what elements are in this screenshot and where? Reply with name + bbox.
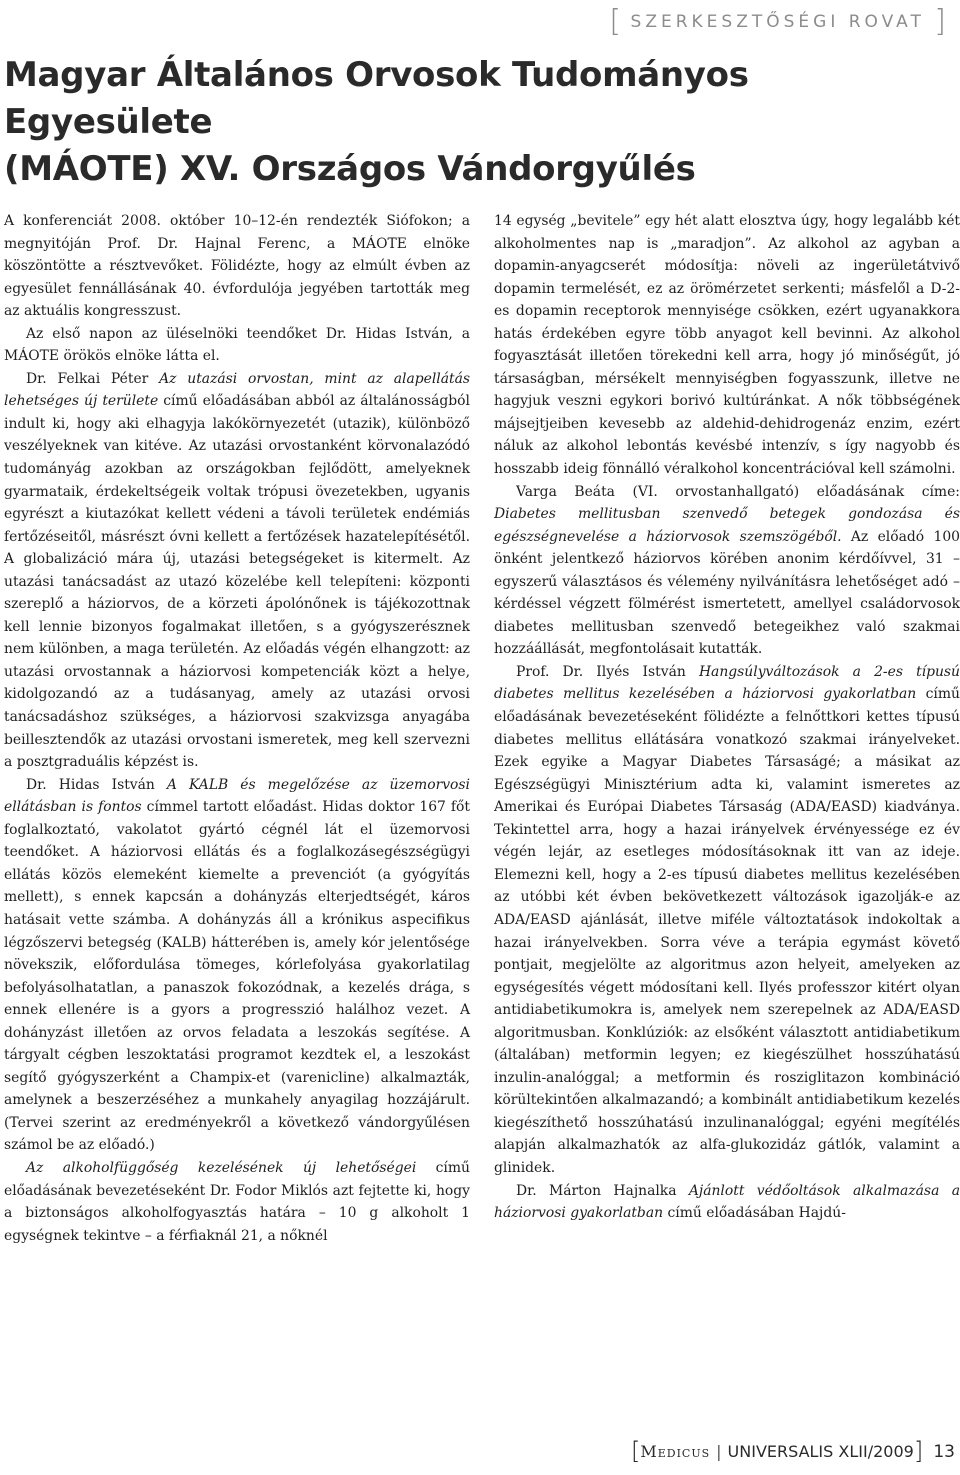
- paragraph-text: Dr. Márton Hajnalka: [516, 1182, 689, 1199]
- paragraph-text: című előadásában Hajdú-: [663, 1205, 846, 1222]
- paragraph-text: A konferenciát 2008. október 10–12-én rendezték Siófokon; a megnyitóján Prof. Dr. Hajnal Ferenc, a MÁOTE elnöke köszöntötte a résztvevőket. Fölidézte, hogy az elmúlt évben az egyesület fennállásának 40. évfordulója jegyében tartották meg az aktuális kongresszust.: [4, 213, 470, 320]
- lecture-title: Diabetes mellitusban szenvedő betegek gondozása és egészségnevelése a háziorvosok szemszögéből.: [494, 506, 960, 545]
- paragraph: [494, 481, 960, 661]
- paragraph: [4, 774, 470, 1157]
- left-column: [4, 210, 470, 1247]
- page-number: 13: [933, 1442, 955, 1462]
- paragraph-text: Az előadó 100 önként jelentkező háziorvos körében anonim kérdőívvel, 31 – egyszerű választásos és vélemény nyilvánításra lehetőséget adó – kérdéssel végzett fölmérést ismertetett, amellyel családorvosok diabetes mellitusban szenvedő betegeikhez való szakmai hozzáállását, megfontolásait kutatták.: [494, 528, 960, 658]
- paragraph-text: 14 egység „bevitele” egy hét alatt elosztva úgy, hogy legalább két alkoholmentes nap is „maradjon”. Az alkohol az agyban a dopamin-anyagcserét módosítja: növeli az ingerületátvivő dopamin termelését, ez az örömérzetet serkenti; másfelől a D-2-es dopamin receptorok mennyisége csökken, ezért ugyanakkora hatás érdekében egyre több anyagot kell bevinni. Az alkohol fogyasztását illetően törekedni kell arra, hogy jó minőségűt, jó társaságban, mérsékelt mennyiségben fogyasszunk, illetve ne hagyjuk veszni egykori borivó kultúránkat. A nők többségének májsejtjeiben kevesebb az aldehid-dehidrogenáz enzim, ezért náluk az alkohol lebontás kevésbé intenzív, s így nagyobb és hosszabb ideig fönnálló véralkohol koncentrációval kell számolni.: [494, 213, 960, 478]
- paragraph-text: című előadásának bevezetéseként fölidézte a felnőttkori kettes típusú diabetes mellitus ellátására vonatkozó szakmai irányelveket. Ezek egyike a Magyar Diabetes Társaságé; a másikat az Egészségügyi Minisztérium adta ki, valamint ismeretes az Amerikai és Európai Diabetes Társaság (ADA/EASD) kiadványa. Tekintettel arra, hogy a hazai irányelvek érvényessége ez év végén lejár, az esetleges módosításoknak itt van az ideje. Elemezni kell, hogy a 2-es típusú diabetes mellitus kezelésében az utóbbi két évben bekövetkezett változások igazolják-e az ADA/EASD ajánlását, illetve miféle változtatások indokoltak a hazai irányelvekben. Sorra véve a terápia egymást követő pontjait, megjelölte az algoritmus azon helyeit, amelyeken az egységesítés végett módosítani kell. Ilyés professzor kitért olyan antidiabetikumokra is, amelyek nem szerepelnek az ADA/EASD algoritmusban. Konklúziók: az elsőként választott antidiabetikum (általában) metformin legyen; ez kiegészülhet hosszúhatású inzulin-analóggal; a metformin és rosziglitazon kombináció körültekintően alkalmazandó; a kombinált antidiabetikum kezelés kiegészíthető hosszúhatású inzulinanalóggal; egyéni megítélés alapján alkalmazhatók az alfa-glukozidáz gátlók, valamint a glinidek.: [494, 686, 960, 1176]
- lecture-title: Ajánlott védőoltások alkalmazása a háziorvosi gyakorlatban: [494, 1182, 960, 1222]
- lecture-title: Az utazási orvostan, mint az alapellátás lehetséges új területe: [4, 370, 471, 410]
- paragraph-text: című előadásának bevezetéseként Dr. Fodor Miklós azt fejtette ki, hogy a biztonságos alkoholfogyasztás határa – 10 g alkoholt 1 egységnek tekintve – a férfiaknál 21, a nőknél: [4, 1159, 470, 1244]
- lecture-title: Az alkoholfüggőség kezelésének új lehetőségei: [26, 1159, 417, 1176]
- paragraph: [494, 210, 960, 481]
- lecture-title: Hangsúlyváltozások a 2-es típusú diabetes mellitus kezelésében a háziorvosi gyakorlatban: [494, 663, 960, 703]
- lecture-title: A KALB és megelőzése az üzemorvosi ellátásban is fontos: [4, 776, 470, 816]
- paragraph-text: címmel tartott előadást. Hidas doktor 167 főt foglalkoztató, vakolatot gyártó cégnél lát el üzemorvosi teendőket. A háziorvosi ellátás és a foglalkozásegészségügyi ellátás közös elemeként kiemelte a prevenciót (a gyógyítás mellett), s ennek kapcsán a dohányzás elterjedtségét, káros hatásait vette számba. A dohányzás áll a krónikus aspecifikus légzőszervi betegség (KALB) hátterében is, amely kór jelentősége növekszik, előfordulása tömeges, kórlefolyása gyakorlatilag befolyásolhatatlan, a panaszok fokozódnak, a kezelés drága, s ennek ellenére is a gyors a progresszió halálhoz vezet. A dohányzást illetően az orvos feladata a leszokás segítése. A tárgyalt cégben leszoktatási programot kezdtek el, a leszokást segítő gyógyszerként a Champix-et (varenicline) alkalmazták, amelynek a beszerzéséhez a munkahely anyagilag hozzájárult. (Tervei szerint az eredményekről a következő vándorgyűlésen számol be az előadó.): [4, 799, 470, 1154]
- bracket-open-icon: [: [630, 1437, 641, 1465]
- paragraph: [4, 323, 470, 368]
- footer-separator: |: [716, 1442, 722, 1461]
- article-title-line-1: Magyar Általános Orvosok Tudományos Egyesülete: [4, 55, 749, 142]
- issue-label: UNIVERSALIS XLII/2009: [727, 1442, 914, 1461]
- paragraph: [494, 661, 960, 1180]
- page-footer: [631, 1437, 955, 1465]
- bracket-open-icon: [: [609, 4, 622, 39]
- paragraph-text: című előadásában abból az általánosságból indult ki, hogy aki elhagyja lakókörnyezetét (utazik), különböző veszélyeknek van kitéve. Az utazási orvostanként körvonalazódó tudományág azokban az országokban fejlődött, amelyeknek gyarmataik, érdekeltségeik voltak trópusi övezetekben, ugyanis egyrészt a kiutazókat kellett védeni a távoli területek endémiás fertőzéseitől, másrészt óvni kellett a fertőzések hazatelepítésétől. A globalizáció mára új, utazási betegségeket is kitermelt. Az utazási tanácsadást az utazó közelébe kell telepíteni: központi szereplő a háziorvos, de a körzeti ápolónőnek is tájékozottnak kell lennie bizonyos fogalmakat illetően, s a gyógyszerésznek nem különben, a maga területén. Az előadás végén elhangzott: az utazási orvostannak a háziorvosi kompetenciák közt a helye, kidolgozandó az a tudásanyag, amely az utazási orvosi tanácsadáshoz szükséges, a háziorvosi szakvizsga anyagába beillesztendők az utazási orvostani ismeretek, meg kell szervezni a posztgraduális képzést is.: [4, 393, 470, 771]
- paragraph: [4, 210, 470, 323]
- paragraph-text: Dr. Felkai Péter: [26, 370, 160, 387]
- bracket-close-icon: ]: [934, 4, 946, 39]
- article-title-line-2: (MÁOTE) XV. Országos Vándorgyűlés: [4, 149, 696, 189]
- section-label: [609, 4, 946, 39]
- paragraph-text: Varga Beáta (VI. orvostanhallgató) előadásának címe:: [516, 483, 960, 500]
- paragraph-text: Dr. Hidas István: [26, 776, 167, 793]
- article-title: [4, 52, 949, 193]
- paragraph-text: Az első napon az üléselnöki teendőket Dr. Hidas István, a MÁOTE örökös elnöke látta el.: [4, 325, 470, 365]
- paragraph-text: Prof. Dr. Ilyés István: [516, 663, 699, 680]
- right-column: [494, 210, 960, 1225]
- paragraph: [4, 368, 470, 774]
- magazine-name: Medicus: [640, 1442, 711, 1461]
- paragraph: [494, 1180, 960, 1225]
- bracket-close-icon: ]: [913, 1437, 924, 1465]
- paragraph: [4, 1157, 470, 1247]
- section-label-text: SZERKESZTŐSÉGI ROVAT: [630, 12, 925, 32]
